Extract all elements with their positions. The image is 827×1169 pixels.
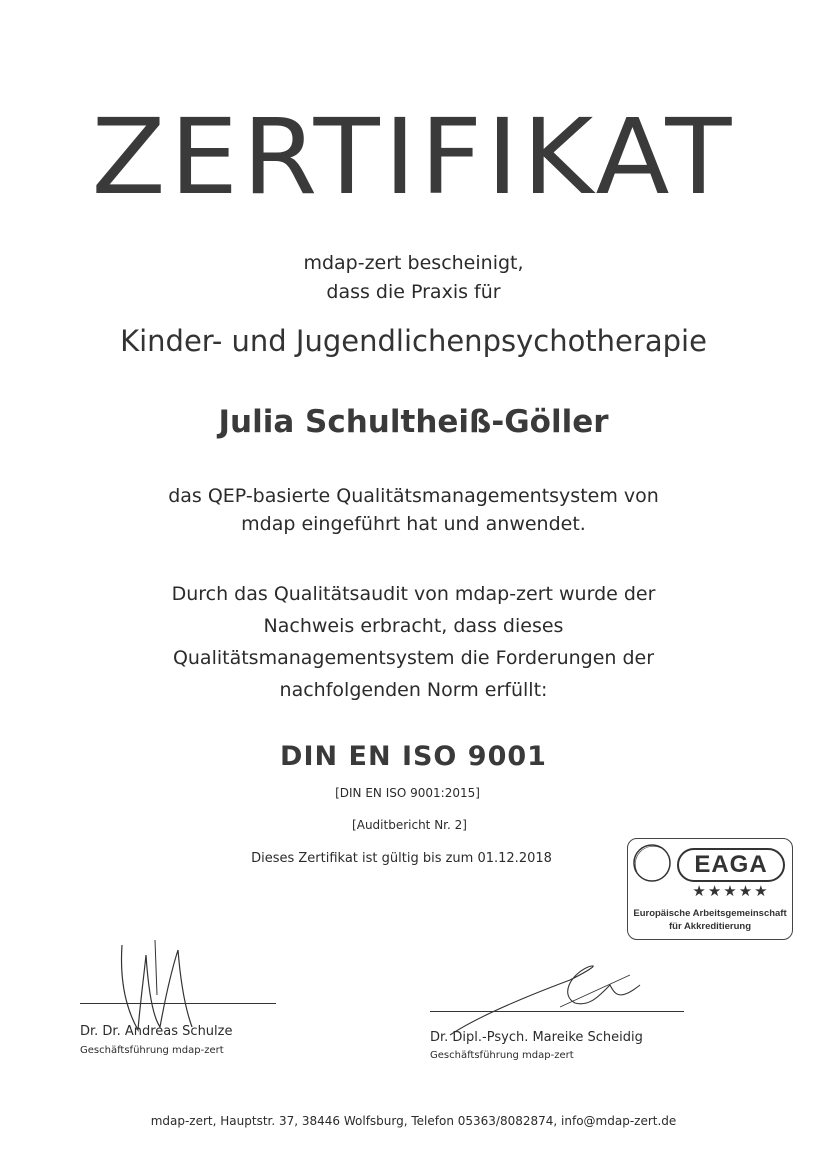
signature-role-right: Geschäftsführung mdap-zert [430,1050,574,1061]
audit-report: [Auditbericht Nr. 2] [352,818,467,832]
signature-name-right: Dr. Dipl.-Psych. Mareike Scheidig [430,1030,643,1045]
paragraph-qep-line: mdap eingeführt hat und anwendet. [241,513,586,535]
paragraph-audit-line: nachfolgenden Norm erfüllt: [279,679,548,701]
paragraph-audit-line: Durch das Qualitätsaudit von mdap-zert wurde der [171,583,656,605]
seal-caption-line-1: Europäische Arbeitsgemeinschaft [633,908,787,919]
practice-field: Kinder- und Jugendlichenpsychotherapie [120,324,707,358]
signature-name-left: Dr. Dr. Andreas Schulze [80,1024,233,1039]
certificate-holder: Julia Schultheiß-Göller [218,404,609,440]
signature-role-left: Geschäftsführung mdap-zert [80,1045,224,1056]
paragraph-qep [0,482,827,538]
seal-caption-line-2: für Akkreditierung [669,921,751,932]
eaga-seal [627,838,793,940]
validity-date: Dieses Zertifikat ist gültig bis zum 01.12.2018 [251,851,552,866]
norm-version: [DIN EN ISO 9001:2015] [335,786,480,800]
certificate-title: ZERTIFIKAT [91,96,736,218]
eaga-mark: EAGA [677,848,785,882]
signature-scribble-left [100,935,210,1035]
signature-line-left [80,1003,276,1004]
iso-badge-icon [631,842,673,884]
intro-line-2: dass die Praxis für [326,281,501,303]
norm-title: DIN EN ISO 9001 [280,741,547,772]
paragraph-audit-line: Qualitätsmanagementsystem die Forderungen der [172,647,655,669]
paragraph-qep-line: das QEP-basierte Qualitätsmanagementsystem von [168,485,659,507]
paragraph-audit-line: Nachweis erbracht, dass dieses [263,615,564,637]
signature-line-right [430,1011,684,1012]
footer-address: mdap-zert, Hauptstr. 37, 38446 Wolfsburg, Telefon 05363/8082874, info@mdap-zert.de [150,1114,677,1128]
paragraph-audit [0,578,827,706]
intro-line-1: mdap-zert bescheinigt, [303,252,524,274]
stars-icon: ★★★★★ [692,882,770,900]
